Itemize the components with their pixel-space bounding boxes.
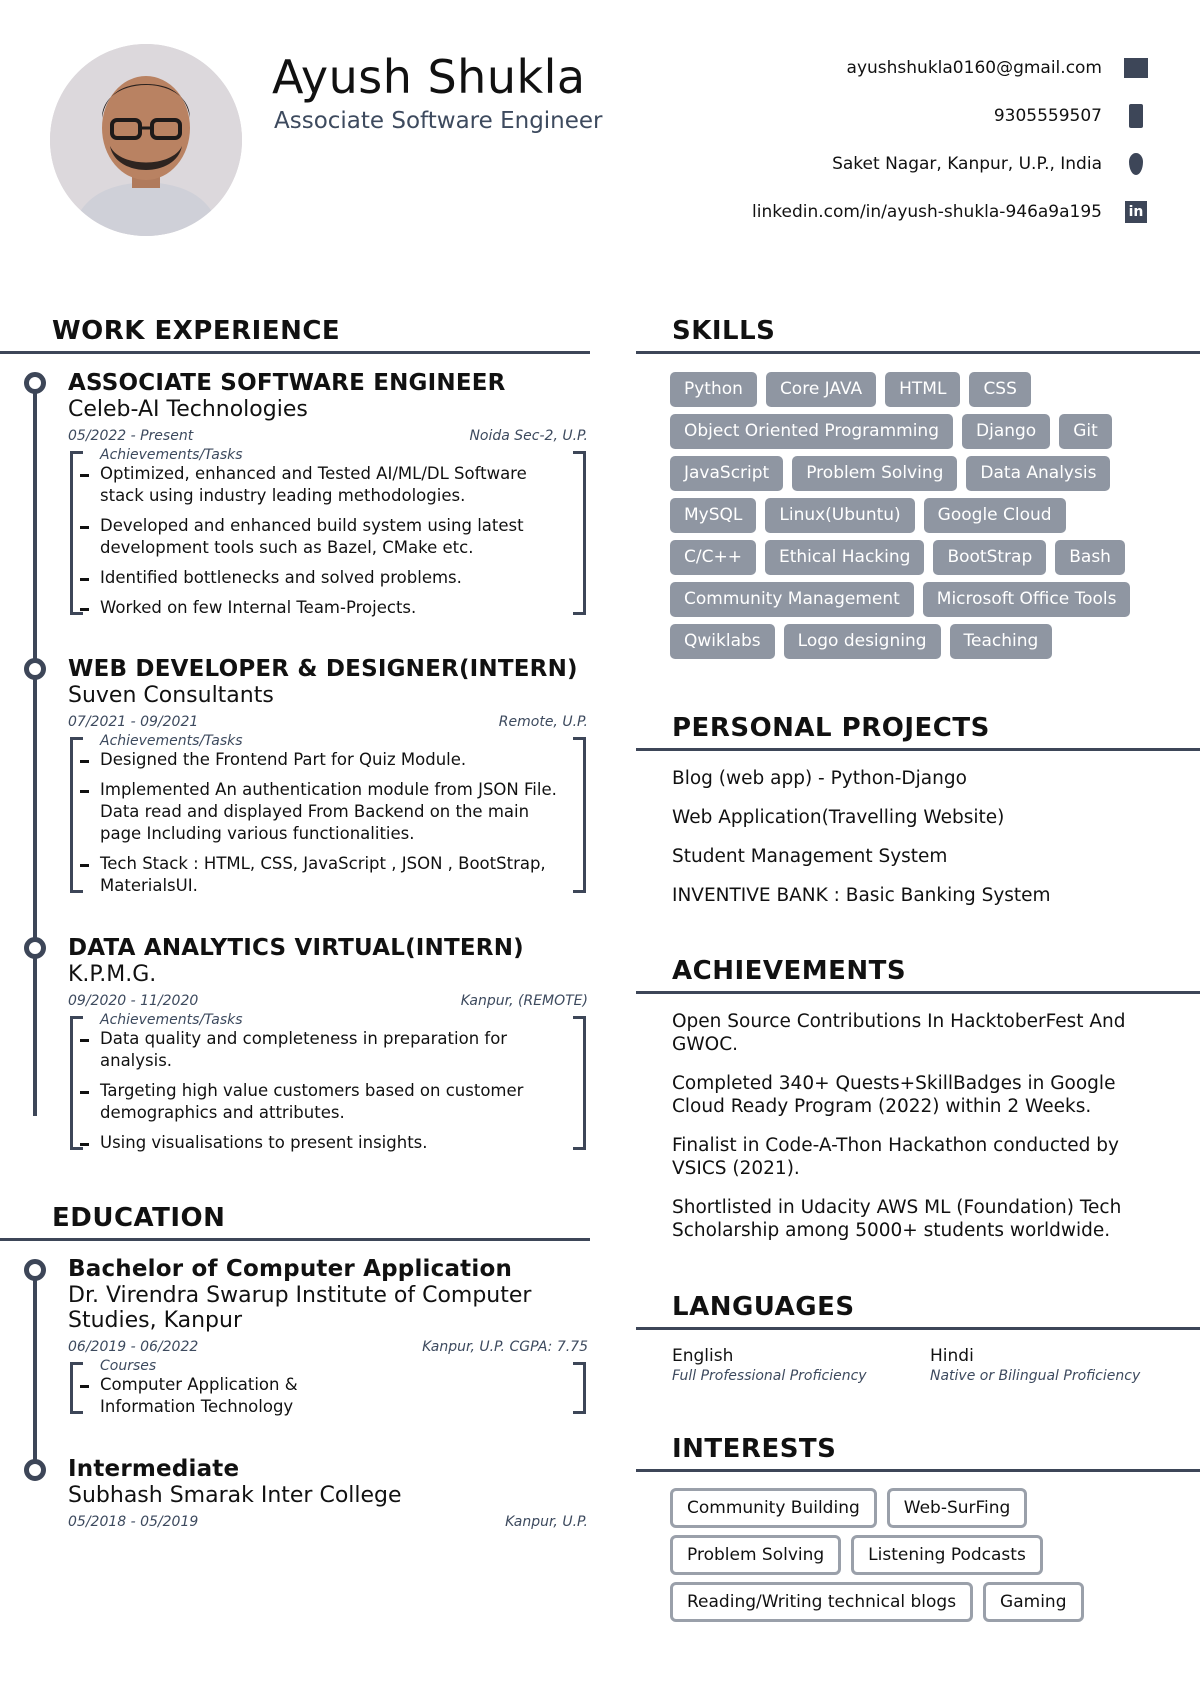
location-pin-icon xyxy=(1124,153,1148,175)
skill-tag: Problem Solving xyxy=(792,456,957,491)
job-dates: 09/2020 - 11/2020 xyxy=(68,993,199,1009)
language-item xyxy=(672,1346,867,1384)
language-name: English xyxy=(672,1346,734,1366)
section-rule-projects xyxy=(636,748,1200,751)
timeline-dot xyxy=(24,1259,46,1281)
project-item: Blog (web app) - Python-Django xyxy=(672,768,967,789)
job-location: Noida Sec-2, U.P. xyxy=(469,428,588,444)
section-title-achievements: ACHIEVEMENTS xyxy=(672,956,907,986)
task-item: Identified bottlenecks and solved problems. xyxy=(100,567,568,589)
job-location: Remote, U.P. xyxy=(498,714,588,730)
skill-tag: BootStrap xyxy=(933,540,1046,575)
interest-tag: Problem Solving xyxy=(670,1535,841,1575)
section-rule-interests xyxy=(636,1469,1200,1472)
courses-label: Courses xyxy=(100,1358,157,1374)
linkedin-icon: in xyxy=(1124,201,1148,223)
section-rule-achievements xyxy=(636,991,1200,994)
language-level: Full Professional Proficiency xyxy=(672,1368,867,1384)
institution-name: Dr. Virendra Swarup Institute of Computer Studies, Kanpur xyxy=(68,1283,532,1333)
job-title: ASSOCIATE SOFTWARE ENGINEER xyxy=(68,370,506,396)
projects-list xyxy=(672,767,1152,907)
education-dates: 06/2019 - 06/2022 xyxy=(68,1339,199,1355)
email-icon xyxy=(1124,57,1148,79)
interest-tag: Community Building xyxy=(670,1488,877,1528)
task-item: Targeting high value customers based on customer demographics and attributes. xyxy=(100,1080,568,1124)
section-title-interests: INTERESTS xyxy=(672,1434,837,1464)
skill-tag: C/C++ xyxy=(670,540,756,575)
skill-tag: Python xyxy=(670,372,757,407)
tasks-label: Achievements/Tasks xyxy=(100,447,243,463)
skill-tag: CSS xyxy=(969,372,1030,407)
task-item: Developed and enhanced build system using latest development tools such as Bazel, CMake etc. xyxy=(100,515,568,559)
skills-list xyxy=(670,372,1150,666)
language-level: Native or Bilingual Proficiency xyxy=(930,1368,1141,1384)
education-location: Kanpur, U.P. xyxy=(505,1514,588,1530)
skill-tag: Core JAVA xyxy=(766,372,876,407)
job-location: Kanpur, (REMOTE) xyxy=(460,993,588,1009)
task-item: Tech Stack : HTML, CSS, JavaScript , JSON , BootStrap, MaterialsUI. xyxy=(100,853,568,897)
degree-title: Bachelor of Computer Application xyxy=(68,1256,513,1282)
tasks-box xyxy=(68,447,588,619)
job-meta xyxy=(68,993,588,1009)
degree-title: Intermediate xyxy=(68,1456,240,1482)
location-text: Saket Nagar, Kanpur, U.P., India xyxy=(832,154,1102,174)
section-rule-education xyxy=(0,1238,590,1241)
institution-name: Subhash Smarak Inter College xyxy=(68,1483,402,1508)
interest-tag: Web-SurFing xyxy=(887,1488,1028,1528)
skill-tag: Object Oriented Programming xyxy=(670,414,953,449)
skill-tag: HTML xyxy=(885,372,960,407)
linkedin-text[interactable]: linkedin.com/in/ayush-shukla-946a9a195 xyxy=(752,202,1102,222)
achievement-item: Shortlisted in Udacity AWS ML (Foundation) Tech Scholarship among 5000+ students worldwide. xyxy=(672,1197,1122,1241)
timeline-dot xyxy=(24,937,46,959)
education-location: Kanpur, U.P. CGPA: 7.75 xyxy=(422,1339,588,1355)
timeline-line-education xyxy=(33,1268,37,1478)
timeline-dot xyxy=(24,658,46,680)
work-entry xyxy=(68,656,588,899)
phone-icon xyxy=(1124,105,1148,127)
interests-list xyxy=(670,1488,1150,1629)
job-organization: K.P.M.G. xyxy=(68,962,157,987)
contact-list xyxy=(628,44,1148,236)
job-title: WEB DEVELOPER & DESIGNER(INTERN) xyxy=(68,656,578,682)
education-entry xyxy=(68,1456,588,1530)
language-item xyxy=(930,1346,1140,1384)
skill-tag: Teaching xyxy=(950,624,1053,659)
section-rule-work xyxy=(0,351,590,354)
contact-email[interactable] xyxy=(628,44,1148,92)
skill-tag: Google Cloud xyxy=(924,498,1066,533)
project-item: Student Management System xyxy=(672,846,948,867)
profile-photo xyxy=(50,44,242,236)
course-item: Computer Application & Information Technology xyxy=(100,1374,310,1418)
skill-tag: Bash xyxy=(1055,540,1125,575)
task-item: Data quality and completeness in preparation for analysis. xyxy=(100,1028,568,1072)
achievement-item: Finalist in Code-A-Thon Hackathon conducted by VSICS (2021). xyxy=(672,1135,1119,1179)
skill-tag: Logo designing xyxy=(784,624,941,659)
skill-tag: Qwiklabs xyxy=(670,624,775,659)
skill-tag: Django xyxy=(962,414,1050,449)
job-organization: Suven Consultants xyxy=(68,683,274,708)
achievement-item: Completed 340+ Quests+SkillBadges in Google Cloud Ready Program (2022) within 2 Weeks. xyxy=(672,1073,1116,1117)
skill-tag: Git xyxy=(1059,414,1112,449)
skill-tag: Ethical Hacking xyxy=(765,540,924,575)
timeline-dot xyxy=(24,1459,46,1481)
courses-box xyxy=(68,1358,588,1418)
skill-tag: MySQL xyxy=(670,498,756,533)
task-item: Designed the Frontend Part for Quiz Module. xyxy=(100,749,568,771)
email-text[interactable]: ayushshukla0160@gmail.com xyxy=(846,58,1102,78)
phone-text[interactable]: 9305559507 xyxy=(993,106,1102,126)
skill-tag: JavaScript xyxy=(670,456,783,491)
section-title-projects: PERSONAL PROJECTS xyxy=(672,713,990,743)
achievement-item: Open Source Contributions In HacktoberFest And GWOC. xyxy=(672,1011,1126,1055)
education-meta xyxy=(68,1339,588,1355)
task-item: Worked on few Internal Team-Projects. xyxy=(100,597,568,619)
candidate-name: Ayush Shukla xyxy=(272,50,586,104)
section-title-work: WORK EXPERIENCE xyxy=(52,316,341,346)
work-entry xyxy=(68,370,588,621)
achievements-list xyxy=(672,1010,1142,1242)
project-item: Web Application(Travelling Website) xyxy=(672,807,1005,828)
language-name: Hindi xyxy=(930,1346,974,1366)
avatar-illustration xyxy=(50,44,242,236)
education-meta xyxy=(68,1514,588,1530)
skill-tag: Microsoft Office Tools xyxy=(923,582,1131,617)
contact-phone[interactable] xyxy=(628,92,1148,140)
interest-tag: Gaming xyxy=(983,1582,1083,1622)
job-meta xyxy=(68,428,588,444)
job-meta xyxy=(68,714,588,730)
task-item: Implemented An authentication module from JSON File. Data read and displayed From Backend on the main page Including various functionalities. xyxy=(100,779,568,845)
skill-tag: Community Management xyxy=(670,582,914,617)
job-dates: 05/2022 - Present xyxy=(68,428,194,444)
section-rule-skills xyxy=(636,351,1200,354)
candidate-role: Associate Software Engineer xyxy=(274,108,603,134)
skill-tag: Linux(Ubuntu) xyxy=(765,498,914,533)
contact-location xyxy=(628,140,1148,188)
job-dates: 07/2021 - 09/2021 xyxy=(68,714,199,730)
timeline-dot xyxy=(24,372,46,394)
job-organization: Celeb-AI Technologies xyxy=(68,397,308,422)
education-dates: 05/2018 - 05/2019 xyxy=(68,1514,199,1530)
tasks-box xyxy=(68,1012,588,1154)
contact-linkedin[interactable] xyxy=(628,188,1148,236)
interest-tag: Reading/Writing technical blogs xyxy=(670,1582,973,1622)
section-rule-languages xyxy=(636,1327,1200,1330)
tasks-box xyxy=(68,733,588,897)
section-title-languages: LANGUAGES xyxy=(672,1292,855,1322)
interest-tag: Listening Podcasts xyxy=(851,1535,1043,1575)
work-entry xyxy=(68,935,588,1156)
timeline-line-work xyxy=(33,381,37,1116)
section-title-education: EDUCATION xyxy=(52,1203,226,1233)
job-title: DATA ANALYTICS VIRTUAL(INTERN) xyxy=(68,935,524,961)
skill-tag: Data Analysis xyxy=(966,456,1110,491)
tasks-label: Achievements/Tasks xyxy=(100,1012,243,1028)
tasks-label: Achievements/Tasks xyxy=(100,733,243,749)
education-entry xyxy=(68,1256,588,1420)
section-title-skills: SKILLS xyxy=(672,316,776,346)
task-item: Using visualisations to present insights. xyxy=(100,1132,568,1154)
task-item: Optimized, enhanced and Tested AI/ML/DL Software stack using industry leading methodologies. xyxy=(100,463,568,507)
project-item: INVENTIVE BANK : Basic Banking System xyxy=(672,885,1051,906)
